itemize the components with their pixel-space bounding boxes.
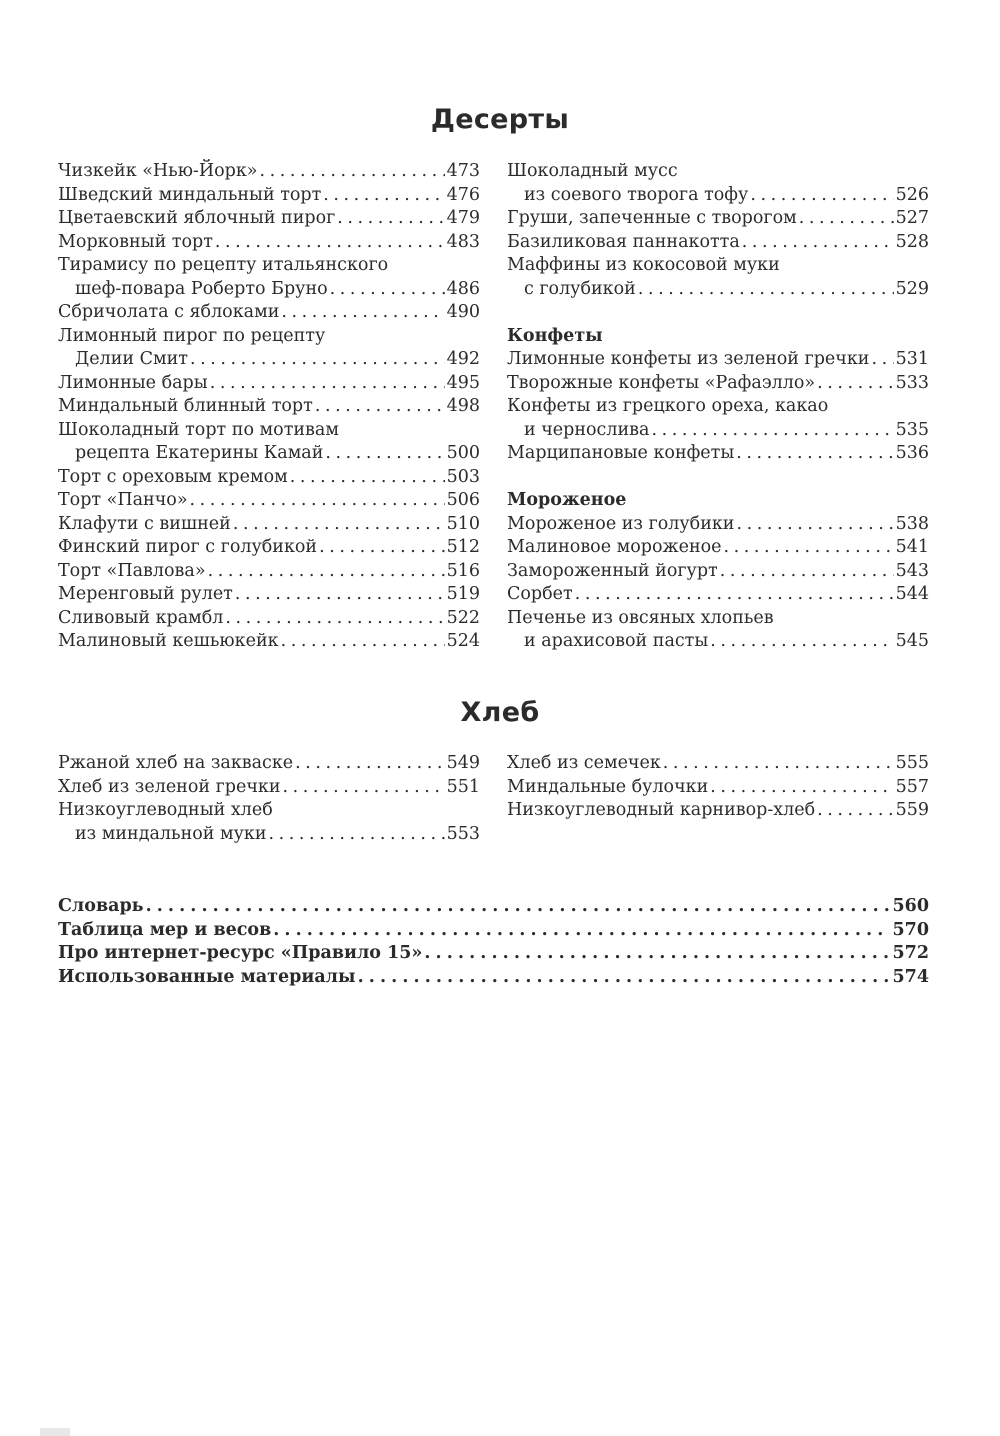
- toc-entry[interactable]: [58, 966, 929, 990]
- toc-entry-title: Базиликовая паннакотта: [507, 231, 740, 252]
- toc-page-number: 536: [895, 443, 929, 463]
- dot-leader: [259, 160, 444, 184]
- appendix-list: [58, 895, 929, 989]
- toc-entry[interactable]: [507, 207, 929, 231]
- subheading-candies: Конфеты: [507, 325, 603, 346]
- dot-leader: [750, 184, 893, 208]
- toc-page-number: 524: [446, 631, 480, 651]
- toc-entry[interactable]: [58, 919, 929, 943]
- toc-entry-title: Меренговый рулет: [58, 584, 233, 604]
- toc-entry[interactable]: [58, 231, 480, 255]
- toc-page-number: 551: [446, 776, 480, 797]
- section-title-bread: Хлеб: [460, 697, 540, 728]
- toc-entry-title: Торт «Панчо»: [58, 490, 188, 510]
- toc-entry[interactable]: [58, 207, 480, 231]
- toc-entry[interactable]: [58, 895, 929, 919]
- toc-entry-title: из миндальной муки: [75, 823, 267, 844]
- dot-leader: [799, 207, 894, 231]
- toc-entry-title: Малиновый кешьюкейк: [58, 631, 279, 651]
- toc-entry[interactable]: [58, 325, 480, 372]
- toc-page-number: 519: [446, 584, 480, 604]
- dot-leader: [190, 489, 445, 513]
- toc-entry[interactable]: [58, 536, 480, 560]
- dot-leader: [281, 301, 444, 325]
- dot-leader: [817, 372, 893, 396]
- toc-page-number: 510: [446, 513, 480, 534]
- dot-leader: [817, 799, 893, 823]
- toc-entry-title: Груши, запеченные с творогом: [507, 208, 797, 228]
- toc-page-number: 560: [892, 896, 929, 916]
- toc-page-number: 506: [446, 490, 480, 510]
- toc-entry-title: Про интернет-ресурс «Правило 15»: [58, 943, 423, 963]
- toc-page-number: 570: [892, 919, 929, 940]
- toc-page-number: 522: [446, 607, 480, 628]
- toc-entry[interactable]: [507, 776, 929, 800]
- toc-entry[interactable]: [58, 489, 480, 513]
- toc-entry[interactable]: [507, 560, 929, 584]
- dot-leader: [736, 513, 893, 537]
- toc-entry[interactable]: [58, 254, 480, 301]
- dot-leader: [325, 442, 444, 466]
- dot-leader: [424, 942, 890, 966]
- toc-page-number: 526: [895, 184, 929, 205]
- toc-entry-title: Словарь: [58, 896, 144, 916]
- toc-entry-title: из соевого творога тофу: [524, 184, 749, 205]
- toc-entry-title: Низкоуглеводный карнивор-хлеб: [507, 800, 816, 820]
- dot-leader: [720, 560, 894, 584]
- dot-leader: [871, 348, 893, 372]
- toc-entry[interactable]: [507, 348, 929, 372]
- toc-entry-title: Лимонные конфеты из зеленой гречки: [507, 349, 870, 369]
- desserts-misc-list: [507, 160, 929, 301]
- toc-page-number: 529: [895, 278, 929, 299]
- dot-leader: [273, 919, 890, 943]
- dot-leader: [319, 536, 444, 560]
- toc-page-number: 483: [446, 231, 480, 252]
- dot-leader: [233, 513, 445, 537]
- toc-entry[interactable]: [507, 799, 929, 823]
- dot-leader: [323, 184, 444, 208]
- toc-entry-title: Шоколадный торт по мотивам: [58, 419, 339, 440]
- toc-entry-title: Миндальные булочки: [507, 776, 709, 797]
- toc-page-number: 572: [892, 943, 929, 963]
- toc-page-number: 498: [446, 396, 480, 416]
- dot-leader: [146, 895, 891, 919]
- dot-leader: [710, 776, 893, 800]
- toc-entry-title: Шоколадный мусс: [507, 161, 678, 181]
- toc-page-number: 512: [446, 537, 480, 557]
- dot-leader: [290, 466, 445, 490]
- toc-entry-title: Маффины из кокосовой муки: [507, 255, 780, 275]
- dot-leader: [330, 278, 445, 302]
- scan-edge-mark: [40, 1428, 70, 1436]
- toc-entry-title: Конфеты из грецкого ореха, какао: [507, 396, 829, 416]
- toc-entry-title: Марципановые конфеты: [507, 443, 735, 463]
- toc-entry-title: Чизкейк «Нью-Йорк»: [58, 161, 258, 181]
- toc-entry[interactable]: [58, 419, 480, 466]
- toc-entry[interactable]: [58, 776, 480, 800]
- toc-page-number: 527: [895, 208, 929, 228]
- toc-entry[interactable]: [58, 942, 929, 966]
- toc-entry-title: Лимонный пирог по рецепту: [58, 325, 326, 346]
- toc-entry-title: Низкоуглеводный хлеб: [58, 800, 273, 820]
- toc-page-number: 503: [446, 466, 480, 487]
- toc-page-number: 549: [446, 753, 480, 773]
- toc-page-number: 543: [895, 560, 929, 581]
- toc-page-number: 538: [895, 513, 929, 534]
- toc-entry[interactable]: [507, 372, 929, 396]
- toc-page-number: 490: [446, 302, 480, 322]
- dot-leader: [315, 395, 445, 419]
- toc-entry[interactable]: [507, 395, 929, 442]
- toc-page-number: 495: [446, 372, 480, 393]
- toc-entry-title: Торт с ореховым кремом: [58, 466, 288, 487]
- toc-entry-title: Лимонные бары: [58, 372, 208, 393]
- toc-page-number: 473: [446, 161, 480, 181]
- toc-entry-title: Использованные материалы: [58, 966, 356, 987]
- dot-leader: [225, 607, 444, 631]
- toc-entry[interactable]: [507, 752, 929, 776]
- dot-leader: [724, 536, 894, 560]
- dot-leader: [208, 560, 445, 584]
- toc-entry-title: Хлеб из семечек: [507, 753, 661, 773]
- toc-entry[interactable]: [507, 231, 929, 255]
- toc-entry-title: Тирамису по рецепту итальянского: [58, 255, 389, 275]
- section-title-desserts: Десерты: [430, 104, 570, 135]
- dot-leader: [281, 630, 445, 654]
- toc-entry[interactable]: [58, 560, 480, 584]
- dot-leader: [210, 372, 445, 396]
- toc-entry[interactable]: [58, 630, 480, 654]
- toc-entry-title: Хлеб из зеленой гречки: [58, 776, 281, 797]
- toc-page-number: 559: [895, 800, 929, 820]
- toc-entry[interactable]: [58, 799, 480, 846]
- candies-list: [507, 348, 929, 466]
- toc-page-number: 528: [895, 231, 929, 252]
- toc-entry[interactable]: [507, 583, 929, 607]
- toc-entry-title: Печенье из овсяных хлопьев: [507, 607, 774, 628]
- toc-entry[interactable]: [507, 254, 929, 301]
- dot-leader: [269, 823, 445, 847]
- toc-entry[interactable]: [507, 607, 929, 654]
- toc-page-number: 533: [895, 372, 929, 393]
- toc-page-number: 557: [895, 776, 929, 797]
- dot-leader: [575, 583, 894, 607]
- dot-leader: [742, 231, 894, 255]
- toc-entry-title: Клафути с вишней: [58, 513, 231, 534]
- toc-entry[interactable]: [58, 466, 480, 490]
- toc-entry[interactable]: [507, 536, 929, 560]
- toc-page-number: 486: [446, 278, 480, 299]
- toc-entry-title: Цветаевский яблочный пирог: [58, 208, 336, 228]
- dot-leader: [215, 231, 445, 255]
- toc-entry[interactable]: [58, 513, 480, 537]
- desserts-left-column: [58, 160, 480, 654]
- toc-entry-title: Шведский миндальный торт: [58, 184, 322, 205]
- dot-leader: [235, 583, 445, 607]
- toc-entry-title: с голубикой: [524, 278, 636, 299]
- toc-entry-title: шеф-повара Роберто Бруно: [75, 278, 328, 299]
- toc-page-number: 574: [892, 966, 929, 987]
- dot-leader: [663, 752, 894, 776]
- toc-page-number: 541: [895, 537, 929, 557]
- desserts-right-column: [507, 160, 929, 654]
- toc-entry[interactable]: [58, 395, 480, 419]
- toc-entry[interactable]: [507, 160, 929, 207]
- dot-leader: [710, 630, 893, 654]
- dot-leader: [358, 966, 891, 990]
- toc-entry-title: Сливовый крамбл: [58, 607, 224, 628]
- toc-entry[interactable]: [58, 372, 480, 396]
- toc-entry-title: Мороженое из голубики: [507, 513, 735, 534]
- toc-page-number: 476: [446, 184, 480, 205]
- toc-entry-title: Морковный торт: [58, 231, 213, 252]
- toc-page-number: 479: [446, 208, 480, 228]
- dot-leader: [651, 419, 893, 443]
- toc-page-number: 492: [446, 349, 480, 369]
- toc-entry[interactable]: [507, 513, 929, 537]
- toc-entry-title: Замороженный йогурт: [507, 560, 718, 581]
- icecream-list: [507, 513, 929, 654]
- toc-entry-title: Малиновое мороженое: [507, 537, 722, 557]
- toc-entry-title: Делии Смит: [75, 349, 188, 369]
- toc-page-number: 555: [895, 753, 929, 773]
- toc-entry[interactable]: [58, 301, 480, 325]
- toc-page-number: 500: [446, 443, 480, 463]
- dot-leader: [337, 207, 444, 231]
- dot-leader: [295, 752, 444, 776]
- toc-entry[interactable]: [507, 442, 929, 466]
- subheading-icecream: Мороженое: [507, 490, 627, 510]
- toc-entry-title: Ржаной хлеб на закваске: [58, 753, 294, 773]
- toc-entry[interactable]: [58, 184, 480, 208]
- toc-entry-title: рецепта Екатерины Камай: [75, 443, 324, 463]
- toc-entry[interactable]: [58, 607, 480, 631]
- toc-page-number: 535: [895, 419, 929, 440]
- dot-leader: [283, 776, 445, 800]
- toc-entry[interactable]: [58, 583, 480, 607]
- dot-leader: [190, 348, 445, 372]
- toc-entry[interactable]: [58, 752, 480, 776]
- toc-page-number: 516: [446, 560, 480, 581]
- bread-left-column: [58, 752, 480, 846]
- toc-page-number: 544: [895, 584, 929, 604]
- toc-entry-title: Сорбет: [507, 584, 573, 604]
- toc-page-number: 545: [895, 631, 929, 651]
- toc-entry-title: Таблица мер и весов: [58, 919, 272, 940]
- dot-leader: [736, 442, 893, 466]
- toc-entry-title: Торт «Павлова»: [58, 560, 206, 581]
- toc-entry-title: Миндальный блинный торт: [58, 396, 313, 416]
- toc-page-number: 531: [895, 349, 929, 369]
- toc-entry-title: Сбричолата с яблоками: [58, 302, 280, 322]
- toc-entry-title: и чернослива: [524, 419, 650, 440]
- toc-page-number: 553: [446, 823, 480, 844]
- dot-leader: [638, 278, 894, 302]
- toc-entry-title: Финский пирог с голубикой: [58, 537, 318, 557]
- toc-entry-title: Творожные конфеты «Рафаэлло»: [507, 372, 816, 393]
- toc-entry-title: и арахисовой пасты: [524, 631, 709, 651]
- toc-entry[interactable]: [58, 160, 480, 184]
- bread-right-column: [507, 752, 929, 823]
